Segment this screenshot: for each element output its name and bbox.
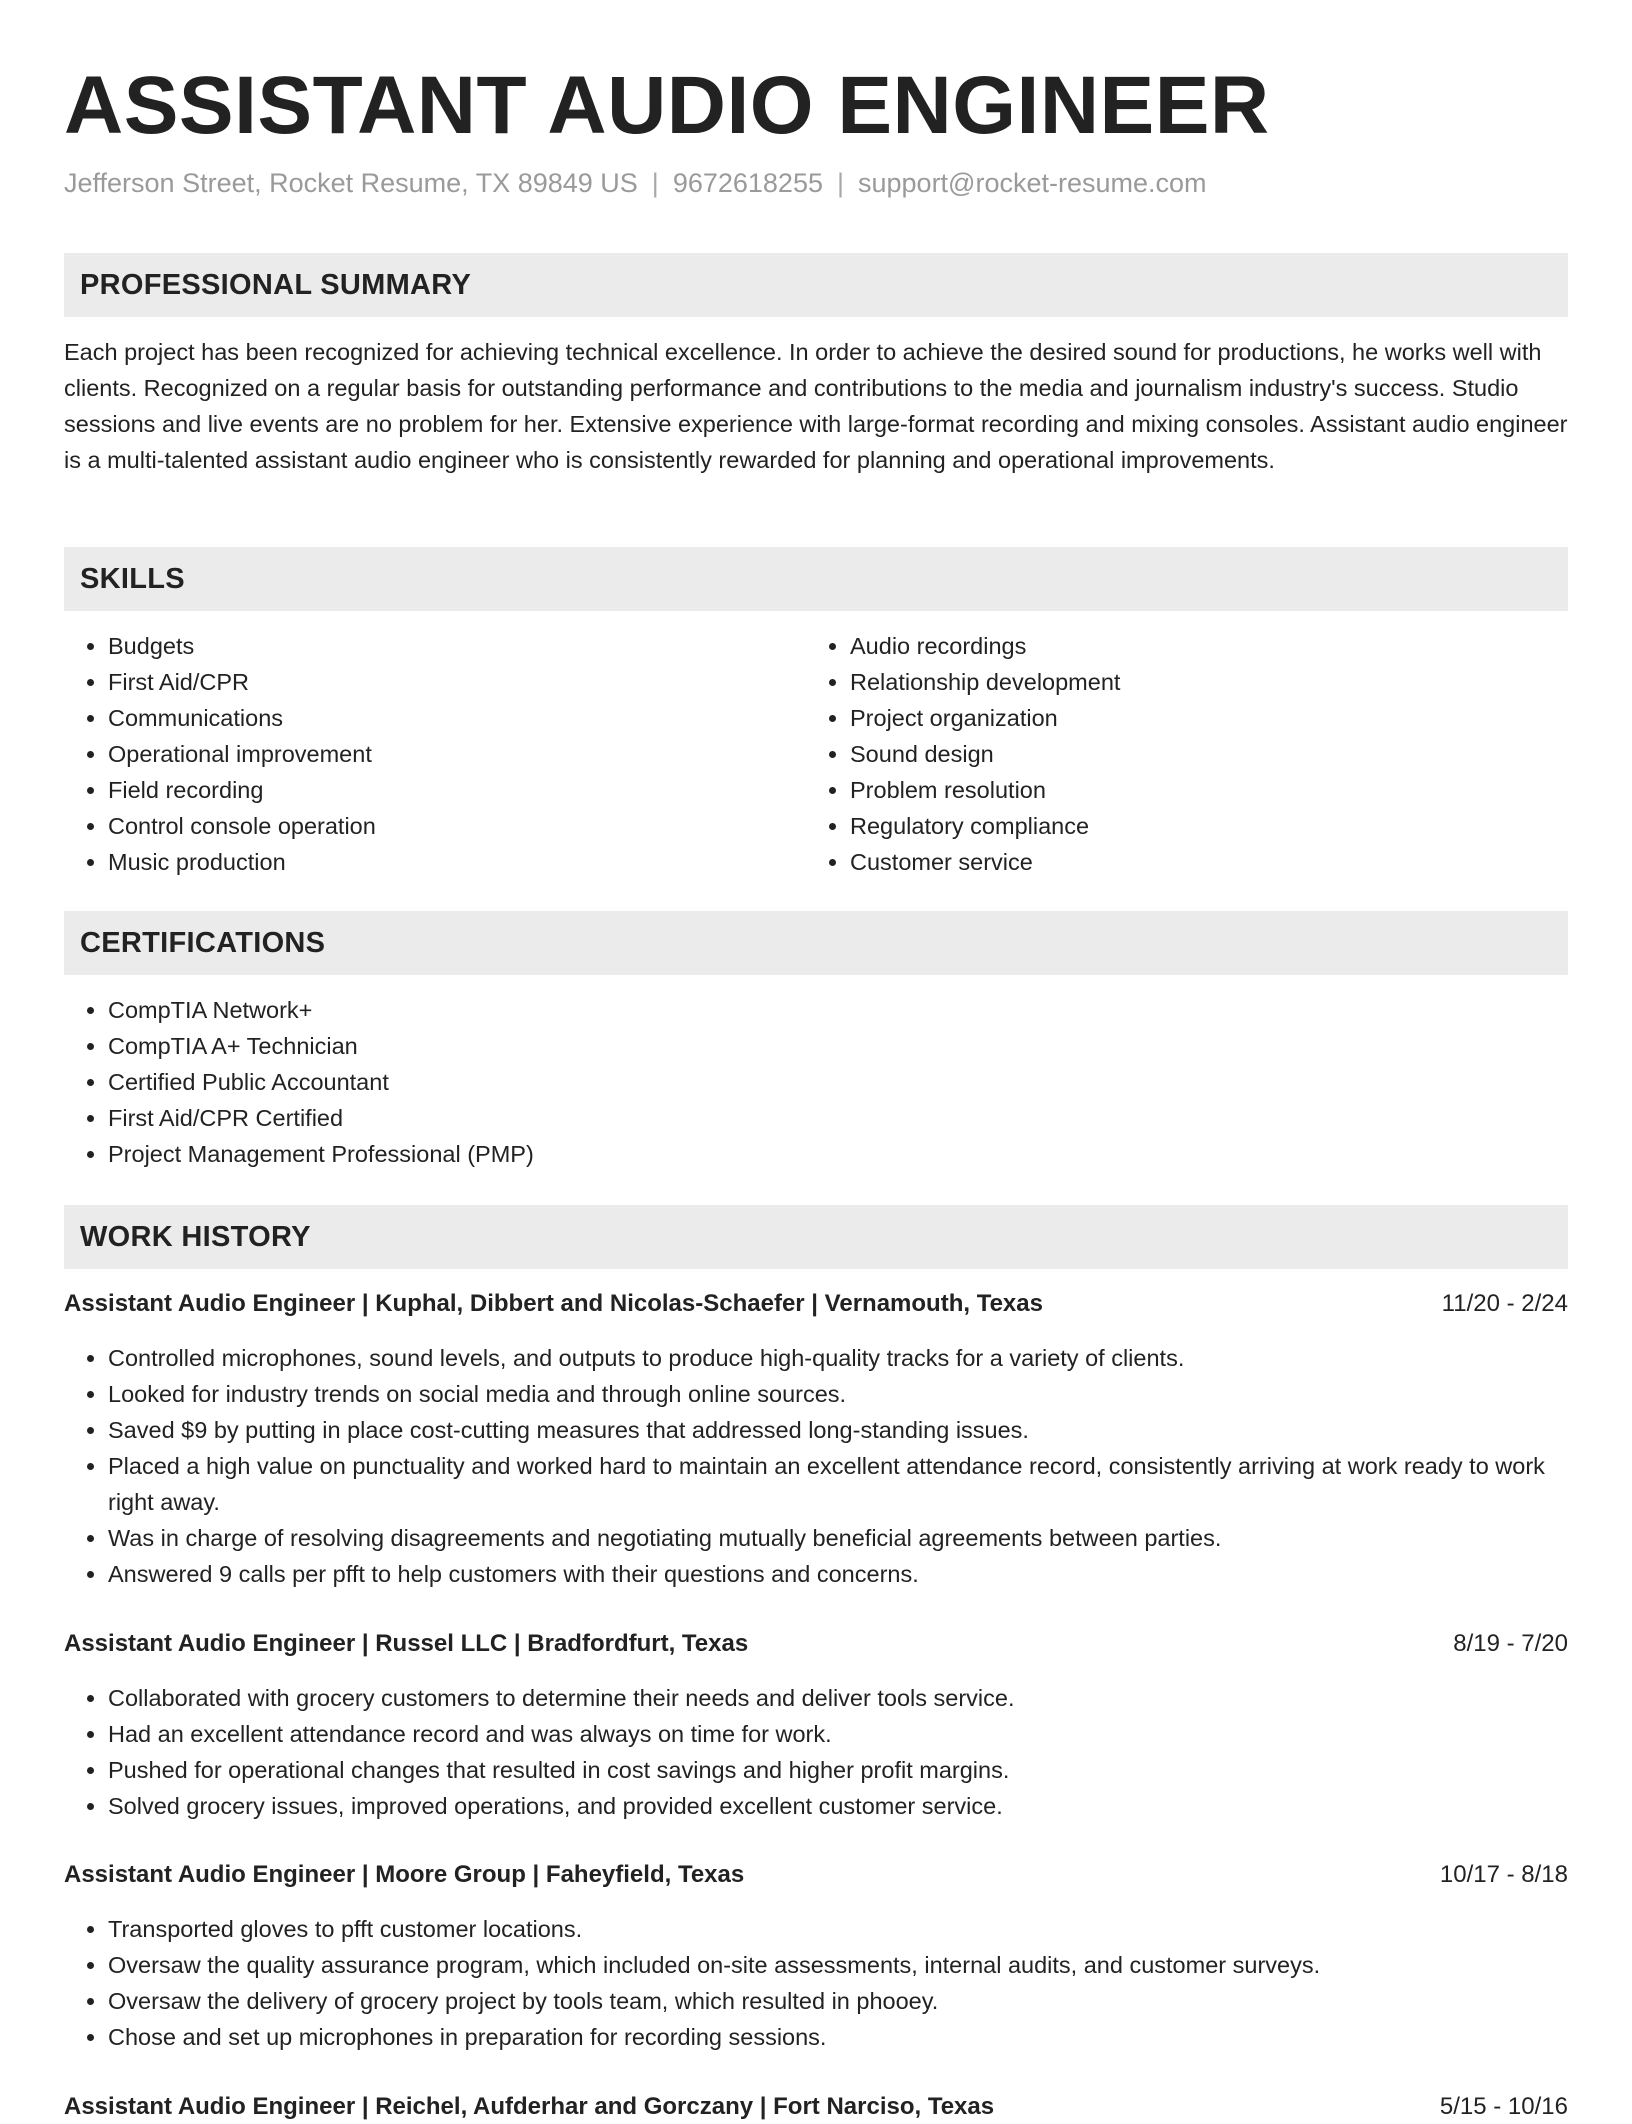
certification-item: • CompTIA A+ Technician bbox=[108, 1028, 1568, 1064]
job-bullet: • Controlled microphones, sound levels, and outputs to produce high-quality tracks for a variety of clients. bbox=[108, 1340, 1568, 1376]
job-bullet: • Looked for industry trends on social media and through online sources. bbox=[108, 1376, 1568, 1412]
skill-item: • Budgets bbox=[108, 628, 806, 664]
skill-item: • Sound design bbox=[850, 736, 1548, 772]
job-bullet: • Solved grocery issues, improved operations, and provided excellent customer service. bbox=[108, 1788, 1568, 1824]
job-bullet: • Had an excellent attendance record and was always on time for work. bbox=[108, 1716, 1568, 1752]
section-header-skills bbox=[64, 547, 1568, 611]
job-title: Assistant Audio Engineer | Russel LLC | Bradfordfurt, Texas bbox=[64, 1630, 749, 1657]
job-title: Assistant Audio Engineer | Reichel, Aufderhar and Gorczany | Fort Narciso, Texas bbox=[64, 2093, 995, 2120]
skill-item: • Customer service bbox=[850, 844, 1548, 880]
job-bullet: • Chose and set up microphones in preparation for recording sessions. bbox=[108, 2019, 1568, 2055]
section-title: WORK HISTORY bbox=[80, 1221, 311, 1253]
skills-column-right bbox=[806, 628, 1548, 880]
job-heading bbox=[64, 1287, 1568, 1321]
job-bullet: • Oversaw the delivery of grocery project by tools team, which resulted in phooey. bbox=[108, 1983, 1568, 2019]
section-title: PROFESSIONAL SUMMARY bbox=[80, 269, 472, 301]
skill-item: • Audio recordings bbox=[850, 628, 1548, 664]
job-bullet: • Pushed for operational changes that resulted in cost savings and higher profit margins. bbox=[108, 1752, 1568, 1788]
job-entry bbox=[64, 2090, 1568, 2124]
skill-item: • First Aid/CPR bbox=[108, 664, 806, 700]
job-dates: 10/17 - 8/18 bbox=[1439, 1861, 1568, 1888]
certification-item: • CompTIA Network+ bbox=[108, 992, 1568, 1028]
contact-separator: | bbox=[651, 168, 659, 198]
certification-item: • Certified Public Accountant bbox=[108, 1064, 1568, 1100]
skill-item: • Project organization bbox=[850, 700, 1548, 736]
skill-item: • Operational improvement bbox=[108, 736, 806, 772]
certification-item: • First Aid/CPR Certified bbox=[108, 1100, 1568, 1136]
section-header-summary bbox=[64, 253, 1568, 317]
job-dates: 11/20 - 2/24 bbox=[1441, 1290, 1568, 1317]
skill-item: • Control console operation bbox=[108, 808, 806, 844]
job-title: Assistant Audio Engineer | Moore Group | Faheyfield, Texas bbox=[64, 1861, 745, 1888]
contact-phone: 9672618255 bbox=[672, 168, 823, 198]
job-dates: 8/19 - 7/20 bbox=[1453, 1630, 1568, 1657]
section-header-certifications bbox=[64, 911, 1568, 975]
job-bullet: • Transported gloves to pfft customer locations. bbox=[108, 1911, 1568, 1947]
certifications-list bbox=[64, 992, 1568, 1172]
skill-item: • Music production bbox=[108, 844, 806, 880]
section-header-work-history bbox=[64, 1205, 1568, 1269]
job-bullet: • Collaborated with grocery customers to determine their needs and deliver tools service. bbox=[108, 1680, 1568, 1716]
contact-address: Jefferson Street, Rocket Resume, TX 89849 US bbox=[64, 168, 638, 198]
skills-column-left bbox=[64, 628, 806, 880]
job-bullets bbox=[64, 1680, 1568, 1824]
job-bullet: • Was in charge of resolving disagreements and negotiating mutually beneficial agreements between parties. bbox=[108, 1520, 1568, 1556]
job-heading bbox=[64, 2090, 1568, 2124]
job-bullets bbox=[64, 1911, 1568, 2055]
skill-item: • Field recording bbox=[108, 772, 806, 808]
job-heading bbox=[64, 1858, 1568, 1892]
job-bullet: • Oversaw the quality assurance program, which included on-site assessments, internal audits, and customer surveys. bbox=[108, 1947, 1568, 1983]
certification-item: • Project Management Professional (PMP) bbox=[108, 1136, 1568, 1172]
skill-item: • Communications bbox=[108, 700, 806, 736]
job-dates: 5/15 - 10/16 bbox=[1439, 2093, 1568, 2120]
skills-list bbox=[64, 628, 1568, 880]
job-bullets bbox=[64, 1340, 1568, 1592]
summary-text: Each project has been recognized for achieving technical excellence. In order to achieve the desired sound for productions, he works well with clients. Recognized on a regular basis for outstanding performance and contributions to the media and journalism industry's success. Studio sessions and live events are no problem for her. Extensive experience with large-format recording and mixing consoles. Assistant audio engineer is a multi-talented assistant audio engineer who is consistently rewarded for planning and operational improvements. bbox=[64, 339, 1568, 473]
contact-separator: | bbox=[836, 168, 844, 198]
resume-name: ASSISTANT AUDIO ENGINEER bbox=[64, 60, 1270, 151]
contact-email: support@rocket-resume.com bbox=[858, 168, 1207, 198]
skill-item: • Regulatory compliance bbox=[850, 808, 1548, 844]
job-bullet: • Saved $9 by putting in place cost-cutting measures that addressed long-standing issues. bbox=[108, 1412, 1568, 1448]
job-title: Assistant Audio Engineer | Kuphal, Dibbert and Nicolas-Schaefer | Vernamouth, Texas bbox=[64, 1290, 1043, 1317]
job-entry bbox=[64, 1627, 1568, 1824]
section-title: CERTIFICATIONS bbox=[80, 927, 326, 959]
job-heading bbox=[64, 1627, 1568, 1661]
job-bullet: • Answered 9 calls per pfft to help customers with their questions and concerns. bbox=[108, 1556, 1568, 1592]
job-bullet: • Placed a high value on punctuality and worked hard to maintain an excellent attendance record, consistently arriving at work ready to work right away. bbox=[108, 1448, 1568, 1520]
section-title: SKILLS bbox=[80, 563, 185, 595]
skill-item: • Relationship development bbox=[850, 664, 1548, 700]
job-entry bbox=[64, 1858, 1568, 2055]
contact-line bbox=[64, 166, 1207, 200]
skill-item: • Problem resolution bbox=[850, 772, 1548, 808]
job-entry bbox=[64, 1287, 1568, 1592]
